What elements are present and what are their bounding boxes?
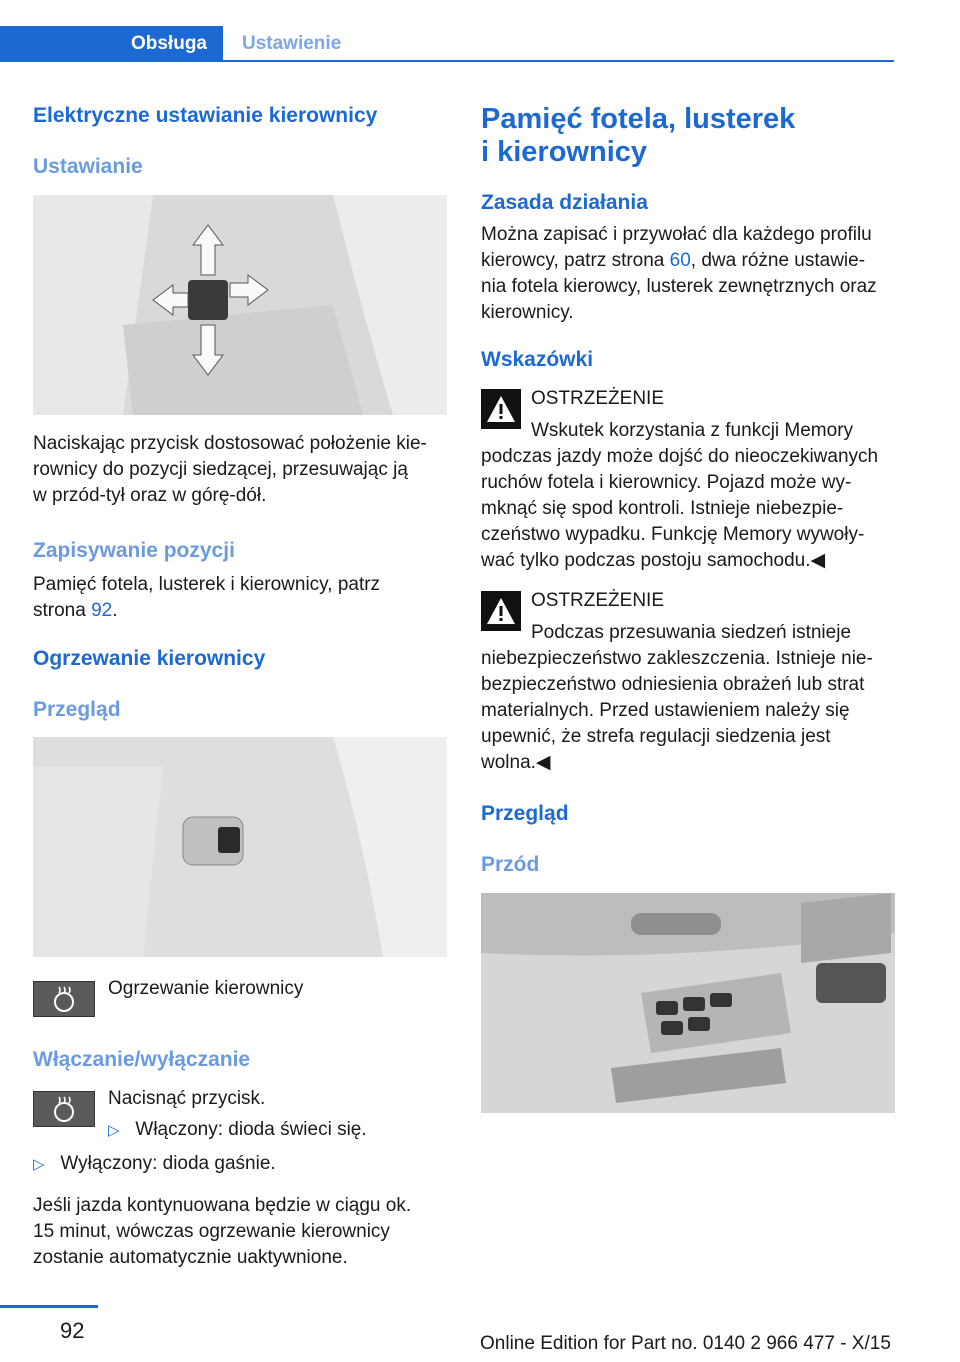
warning-text-2 bbox=[481, 646, 873, 776]
text-line: Można zapisać i przywołać dla każdego profilu bbox=[481, 224, 872, 245]
triangle-bullet-icon: ▷ bbox=[33, 1156, 45, 1173]
subheading-zasada: Zasada działania bbox=[481, 191, 648, 214]
page-link-60[interactable]: 60 bbox=[669, 250, 691, 271]
header-rule bbox=[223, 60, 894, 62]
text-line: niebezpieczeństwo zakleszczenia. Istnieje nie‐ bbox=[481, 648, 873, 669]
text-line: rownicy do pozycji siedzącej, przesuwając ją bbox=[33, 459, 408, 480]
text-line: zostanie automatycznie uaktywnione. bbox=[33, 1247, 348, 1268]
text-line: nia fotela kierowcy, lusterek zewnętrznych oraz bbox=[481, 276, 877, 297]
text-line: materialnych. Przed ustawieniem należy się bbox=[481, 700, 850, 721]
text-line: podczas jazdy może dojść do nieoczekiwanych bbox=[481, 446, 879, 467]
list-item-text: Włączony: dioda świeci się. bbox=[135, 1119, 367, 1140]
paragraph-principle bbox=[481, 222, 877, 326]
title-line: i kierownicy bbox=[481, 136, 648, 168]
warning-triangle-icon bbox=[481, 389, 521, 429]
list-item-text: Wyłączony: dioda gaśnie. bbox=[60, 1153, 276, 1174]
text-line: upewnić, że strefa regulacji siedzenia jest bbox=[481, 726, 831, 747]
text-span: . bbox=[112, 600, 118, 621]
text-line: 15 minut, wówczas ogrzewanie kierownicy bbox=[33, 1221, 390, 1242]
text-line: Jeśli jazda kontynuowana będzie w ciągu ok. bbox=[33, 1195, 412, 1216]
warning-title-1: OSTRZEŻENIE bbox=[531, 388, 665, 409]
text-line: wać tylko podczas postoju samochodu.◀ bbox=[481, 550, 826, 571]
subheading-przod: Przód bbox=[481, 853, 540, 876]
text-line: Naciskając przycisk dostosować położenie kie‐ bbox=[33, 433, 427, 454]
subheading-wlaczanie: Włączanie/wyłączanie bbox=[33, 1048, 251, 1071]
text-line bbox=[33, 598, 380, 624]
text-span: strona bbox=[33, 600, 92, 621]
text-line bbox=[481, 248, 877, 274]
subheading-zapisywanie: Zapisywanie pozycji bbox=[33, 539, 235, 562]
text-line: mknąć się spod kontroli. Istnieje niebezpie‐ bbox=[481, 498, 844, 519]
text-line: w przód-tył oraz w górę-dół. bbox=[33, 485, 267, 506]
press-instruction: Nacisnąć przycisk. bbox=[108, 1088, 266, 1109]
subheading-ustawianie: Ustawianie bbox=[33, 155, 143, 178]
steering-wheel-heating-icon bbox=[33, 981, 95, 1017]
page-number: 92 bbox=[60, 1318, 85, 1343]
subheading-wskazowki: Wskazówki bbox=[481, 348, 594, 371]
subheading-przeglad: Przegląd bbox=[33, 698, 121, 721]
text-line: wolna.◀ bbox=[481, 752, 551, 773]
subheading-przeglad-right: Przegląd bbox=[481, 802, 569, 825]
list-item-off bbox=[33, 1151, 276, 1178]
warning-title-2: OSTRZEŻENIE bbox=[531, 590, 665, 611]
warning-text-1 bbox=[481, 444, 878, 574]
steering-adjust-figure bbox=[33, 195, 447, 415]
edition-text: Online Edition for Part no. 0140 2 966 477 - X/15 bbox=[480, 1333, 891, 1354]
paragraph-adjust bbox=[33, 431, 427, 509]
text-line: bezpieczeństwo odniesienia obrażeń lub strat bbox=[481, 674, 865, 695]
page-link-92[interactable]: 92 bbox=[91, 600, 113, 621]
text-span: , dwa różne ustawie‐ bbox=[690, 250, 866, 271]
list-item-on bbox=[108, 1117, 367, 1144]
warning-text-2-first: Podczas przesuwania siedzeń istnieje bbox=[531, 622, 852, 643]
footer-rule bbox=[0, 1305, 98, 1308]
paragraph-save bbox=[33, 572, 380, 624]
tab-ustawienie[interactable]: Ustawienie bbox=[242, 33, 342, 54]
warning-triangle-icon bbox=[481, 591, 521, 631]
warning-text-1-first: Wskutek korzystania z funkcji Memory bbox=[531, 420, 854, 441]
door-panel-figure bbox=[481, 893, 895, 1113]
text-line: Pamięć fotela, lusterek i kierownicy, patrz bbox=[33, 574, 381, 595]
section-heading-heating: Ogrzewanie kierownicy bbox=[33, 647, 266, 670]
section-title-memory bbox=[481, 103, 795, 169]
text-line: ruchów fotela i kierownicy. Pojazd może wy‐ bbox=[481, 472, 852, 493]
section-heading-steering-adjust: Elektryczne ustawianie kierownicy bbox=[33, 104, 378, 127]
triangle-bullet-icon: ▷ bbox=[108, 1122, 120, 1139]
paragraph-auto-activate bbox=[33, 1193, 411, 1271]
steering-wheel-heating-icon bbox=[33, 1091, 95, 1127]
icon-caption: Ogrzewanie kierownicy bbox=[108, 978, 304, 999]
text-line: kierownicy. bbox=[481, 302, 574, 323]
heating-button-figure bbox=[33, 737, 447, 957]
title-line: Pamięć fotela, lusterek bbox=[481, 103, 796, 135]
text-line: czeństwo wypadku. Funkcję Memory wywoły‐ bbox=[481, 524, 865, 545]
tab-obsluga[interactable]: Obsługa bbox=[0, 26, 223, 62]
text-span: kierowcy, patrz strona bbox=[481, 250, 670, 271]
